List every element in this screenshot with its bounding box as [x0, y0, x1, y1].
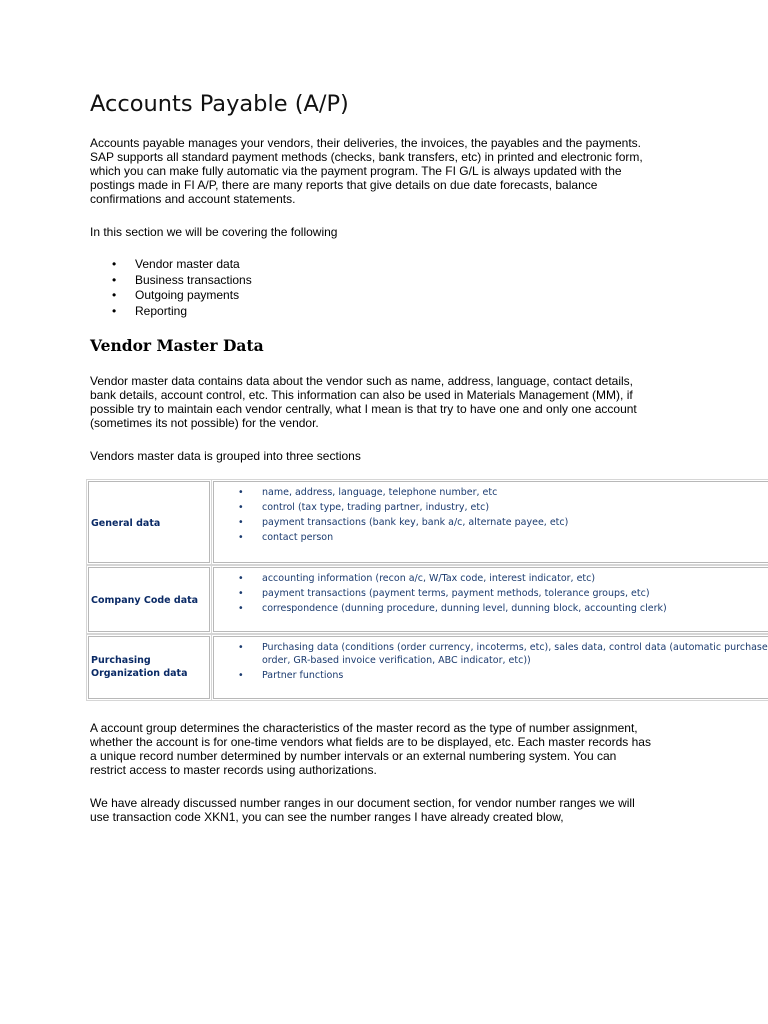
row-label-line: Organization data: [91, 668, 188, 679]
row-label: [91, 654, 207, 680]
covering-text: In this section we will be covering the following: [90, 225, 338, 239]
intro-line: which you can make fully automatic via the payment program. The FI G/L is always updated with the: [90, 164, 622, 178]
table-item-line: • Purchasing data (conditions (order currency, incoterms, etc), sales data, control data (automatic purchase: [262, 642, 768, 653]
intro-line: confirmations and account statements.: [90, 192, 296, 206]
table-item: [214, 641, 768, 667]
table-item: • Partner functions: [214, 669, 768, 682]
number-ranges-line: use transaction code XKN1, you can see the number ranges I have already created blow,: [90, 810, 564, 824]
table-content-cell: [213, 481, 768, 563]
account-group-line: a unique record number determined by number intervals or an external numbering system. You can: [90, 749, 617, 763]
number-ranges-paragraph: [90, 796, 635, 824]
row-items: [214, 641, 768, 684]
table-item: • payment transactions (bank key, bank a/c, alternate payee, etc): [214, 516, 568, 529]
page-title: Accounts Payable (A/P): [90, 91, 349, 117]
table-item: • control (tax type, trading partner, industry, etc): [214, 501, 568, 514]
table-item: • accounting information (recon a/c, W/Tax code, interest indicator, etc): [214, 572, 667, 585]
row-items: [214, 486, 568, 546]
table-label-cell: [88, 481, 210, 563]
table-item: • correspondence (dunning procedure, dunning level, dunning block, accounting clerk): [214, 602, 667, 615]
row-label: General data: [91, 518, 161, 529]
vendor-line: bank details, account control, etc. This information can also be used in Materials Management (MM), if: [90, 388, 633, 402]
intro-line: Accounts payable manages your vendors, their deliveries, the invoices, the payables and the payments.: [90, 136, 641, 150]
list-item: • Business transactions: [90, 273, 252, 289]
intro-line: SAP supports all standard payment methods (checks, bank transfers, etc) in printed and electronic form,: [90, 150, 643, 164]
list-item: • Vendor master data: [90, 257, 252, 273]
account-group-line: restrict access to master records using authorizations.: [90, 763, 377, 777]
list-item: • Reporting: [90, 304, 252, 320]
covering-list: [90, 257, 252, 319]
vendor-paragraph: [90, 374, 637, 430]
table-label-cell: [88, 636, 210, 699]
row-label-line: Purchasing: [91, 655, 151, 666]
number-ranges-line: We have already discussed number ranges in our document section, for vendor number ranges we will: [90, 796, 635, 810]
vendor-line: possible try to maintain each vendor centrally, what I mean is that try to have one and only one account: [90, 402, 637, 416]
table-item: • name, address, language, telephone number, etc: [214, 486, 568, 499]
table-content-cell: [213, 567, 768, 632]
account-group-line: A account group determines the characteristics of the master record as the type of number assignment,: [90, 721, 638, 735]
grouped-text: Vendors master data is grouped into three sections: [90, 449, 361, 463]
table-content-cell: [213, 636, 768, 699]
table-label-cell: [88, 567, 210, 632]
row-items: [214, 572, 667, 617]
vendor-line: (sometimes its not possible) for the vendor.: [90, 416, 319, 430]
vendor-line: Vendor master data contains data about the vendor such as name, address, language, contact details,: [90, 374, 634, 388]
intro-paragraph: [90, 136, 643, 206]
table-item-line: order, GR-based invoice verification, ABC indicator, etc)): [262, 655, 531, 666]
row-label: Company Code data: [91, 595, 199, 606]
account-group-paragraph: [90, 721, 651, 777]
intro-line: postings made in FI A/P, there are many reports that give details on due date forecasts, balance: [90, 178, 598, 192]
list-item: • Outgoing payments: [90, 288, 252, 304]
table-item: • contact person: [214, 531, 568, 544]
account-group-line: whether the account is for one-time vendors what fields are to be displayed, etc. Each master records has: [90, 735, 651, 749]
section-heading: Vendor Master Data: [90, 336, 264, 355]
table-item: • payment transactions (payment terms, payment methods, tolerance groups, etc): [214, 587, 667, 600]
